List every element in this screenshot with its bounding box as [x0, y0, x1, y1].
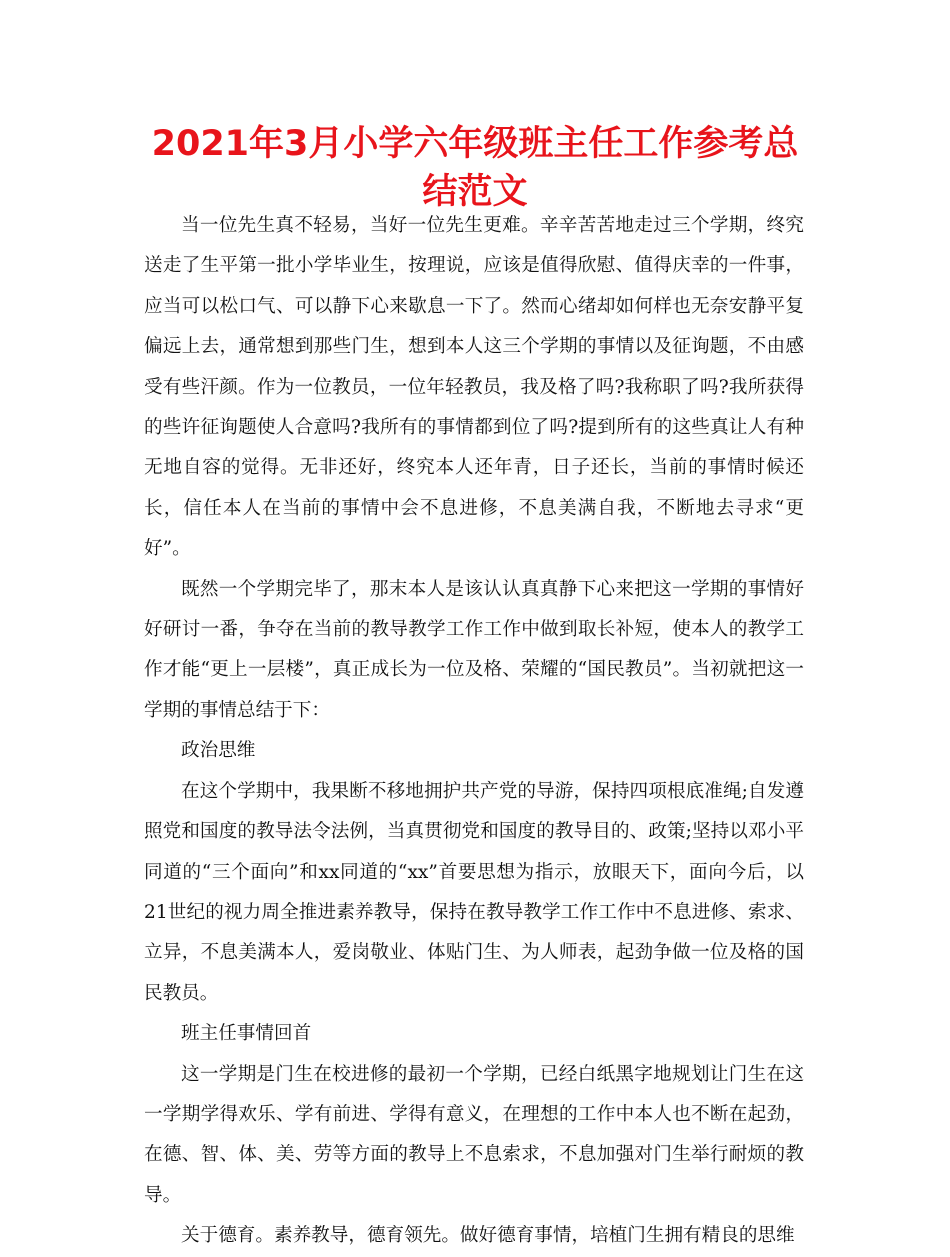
paragraph-intro: 当一位先生真不轻易，当好一位先生更难。辛辛苦苦地走过三个学期，终究送走了生平第一批小学毕业生，按理说，应该是值得欣慰、值得庆幸的一件事，应当可以松口气、可以静下心来歇息一下了。然而心绪却如何样也无奈安静平复偏远上去，通常想到那些门生，想到本人这三个学期的事情以及征询题，不由感受有些汗颜。作为一位教员，一位年轻教员，我及格了吗?我称职了吗?我所获得的些许征询题使人合意吗?我所有的事情都到位了吗?提到所有的这些真让人有种无地自容的觉得。无非还好，终究本人还年青，日子还长，当前的事情时候还长，信任本人在当前的事情中会不息进修，不息美满自我，不断地去寻求“更好”。: [144, 215, 804, 560]
document-body: [144, 206, 804, 1257]
section-heading-class-teacher-review: 班主任事情回首: [181, 1023, 312, 1045]
paragraph-political-thought: 在这个学期中，我果断不移地拥护共产党的导游，保持四项根底准绳;自发遵照党和国度的教导法令法例，当真贯彻党和国度的教导目的、政策;坚持以邓小平同道的“三个面向”和xx同道的“xx”首要思想为指示，放眼天下，面向今后，以21世纪的视力周全推进素养教导，保持在教导教学工作工作中不息进修、索求、立异，不息美满本人，爱岗敬业、体贴门生、为人师表，起劲争做一位及格的国民教员。: [144, 780, 804, 1004]
paragraph-class-teacher-review: 这一学期是门生在校进修的最初一个学期，已经白纸黑字地规划让门生在这一学期学得欢乐、学有前进、学得有意义，在理想的工作中本人也不断在起劲，在德、智、体、美、劳等方面的教导上不息索求，不息加强对门生举行耐烦的教导。: [144, 1063, 804, 1206]
paragraph-summary-lead: 既然一个学期完毕了，那末本人是该认认真真静下心来把这一学期的事情好好研讨一番，争夺在当前的教导教学工作工作中做到取长补短，使本人的教学工作才能“更上一层楼”，真正成长为一位及格、荣耀的“国民教员”。当初就把这一学期的事情总结于下：: [144, 578, 804, 721]
section-heading-political-thought: 政治思维: [181, 740, 256, 762]
paragraph-moral-education: 关于德育。素养教导，德育领先。做好德育事情，培植门生拥有精良的思维: [181, 1225, 795, 1247]
document-title: 2021年3月小学六年级班主任工作参考总结范文: [151, 124, 799, 212]
